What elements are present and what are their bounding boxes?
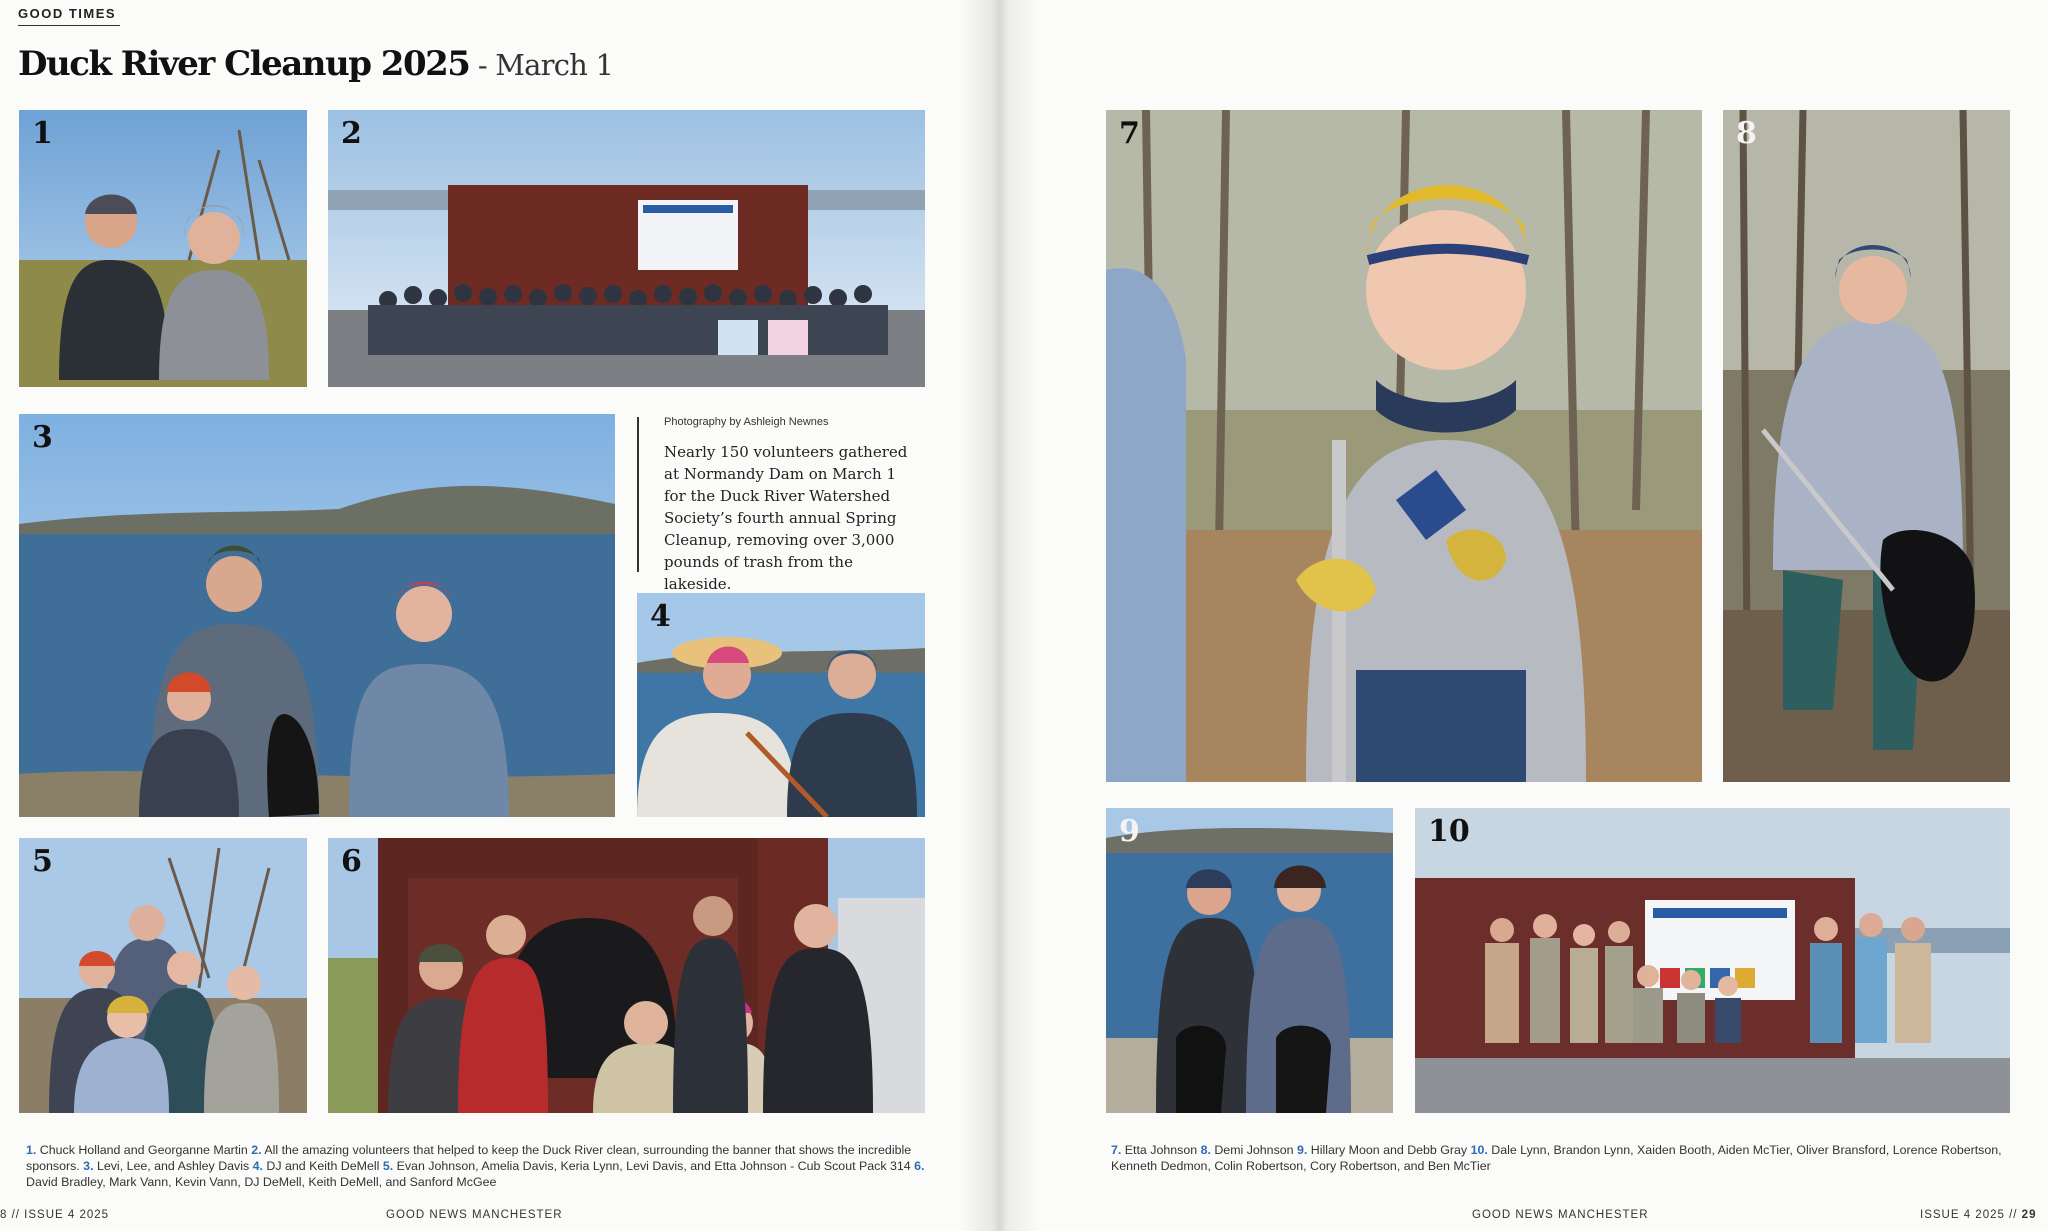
intro-rule	[637, 417, 639, 572]
footer-left-page-number: 8 // ISSUE 4 2025	[0, 1209, 110, 1221]
caption-number: 9.	[1297, 1143, 1308, 1157]
photo-number: 5	[32, 844, 53, 879]
title-main: Duck River Cleanup 2025	[18, 44, 470, 84]
caption-text: Levi, Lee, and Ashley Davis	[93, 1159, 253, 1173]
left-page	[0, 0, 985, 1231]
caption-text: Dale Lynn, Brandon Lynn, Xaiden Booth, Aiden McTier, Oliver Bransford, Lorence Robertson, Kenneth Dedmon, Colin Robertson, Cory Robertson, and Ben McTier	[1111, 1143, 2002, 1173]
photo-number: 1	[32, 116, 53, 151]
caption-number: 6.	[914, 1159, 925, 1173]
photo-number: 2	[341, 116, 362, 151]
caption-number: 4.	[252, 1159, 263, 1173]
captions-right	[1111, 1142, 2011, 1174]
photo-8	[1723, 110, 2010, 782]
footer-right-page-number: 29	[2021, 1209, 2037, 1221]
caption-text: Etta Johnson	[1121, 1143, 1201, 1157]
caption-text: Demi Johnson	[1210, 1143, 1297, 1157]
photo-4	[637, 593, 925, 817]
captions-left	[26, 1142, 926, 1190]
caption-text: Hillary Moon and Debb Gray	[1307, 1143, 1471, 1157]
footer-issue-label: ISSUE 4 2025 //	[1920, 1209, 2018, 1221]
caption-number: 2.	[251, 1143, 262, 1157]
photo-2	[328, 110, 925, 387]
footer-right-issue	[1920, 1209, 2036, 1221]
caption-text: David Bradley, Mark Vann, Kevin Vann, DJ DeMell, Keith DeMell, and Sanford McGee	[26, 1175, 497, 1189]
footer-right-publication: GOOD NEWS MANCHESTER	[1472, 1209, 1649, 1221]
caption-number: 5.	[382, 1159, 394, 1173]
caption-number: 8.	[1200, 1143, 1211, 1157]
caption-text: DJ and Keith DeMell	[262, 1159, 383, 1173]
photo-10	[1415, 808, 2010, 1113]
photo-number: 4	[650, 599, 671, 634]
photo-3	[19, 414, 615, 817]
photo-number: 6	[341, 844, 362, 879]
photo-number: 10	[1428, 814, 1470, 849]
section-rule	[18, 25, 120, 26]
photo-number: 8	[1736, 116, 1757, 151]
caption-number: 1.	[26, 1143, 37, 1157]
photo-7	[1106, 110, 1702, 782]
photo-number: 3	[32, 420, 53, 455]
photo-6	[328, 838, 925, 1113]
caption-text: Chuck Holland and Georganne Martin	[36, 1143, 252, 1157]
intro-paragraph: Nearly 150 volunteers gathered at Normandy Dam on March 1 for the Duck River Watershed Society’s fourth annual Spring Cleanup, removing over 3,000 pounds of trash from the lakeside.	[664, 443, 908, 593]
caption-number: 7.	[1111, 1143, 1122, 1157]
caption-text: All the amazing volunteers that helped to keep the Duck River clean, surrounding the banner that shows the incredible sponsors.	[26, 1143, 912, 1173]
photo-number: 7	[1119, 116, 1140, 151]
title-date: - March 1	[469, 48, 614, 82]
article-title	[18, 44, 613, 84]
section-label: GOOD TIMES	[18, 6, 117, 21]
right-page	[985, 0, 2048, 1231]
caption-text: Evan Johnson, Amelia Davis, Keria Lynn, Levi Davis, and Etta Johnson - Cub Scout Pack 314	[393, 1159, 915, 1173]
photo-5	[19, 838, 307, 1113]
caption-number: 3.	[83, 1159, 94, 1173]
footer-left-publication: GOOD NEWS MANCHESTER	[386, 1209, 563, 1221]
photo-1	[19, 110, 307, 387]
photo-number: 9	[1119, 814, 1140, 849]
photo-credit: Photography by Ashleigh Newnes	[664, 416, 829, 428]
photo-9	[1106, 808, 1393, 1113]
caption-number: 10.	[1470, 1143, 1488, 1157]
